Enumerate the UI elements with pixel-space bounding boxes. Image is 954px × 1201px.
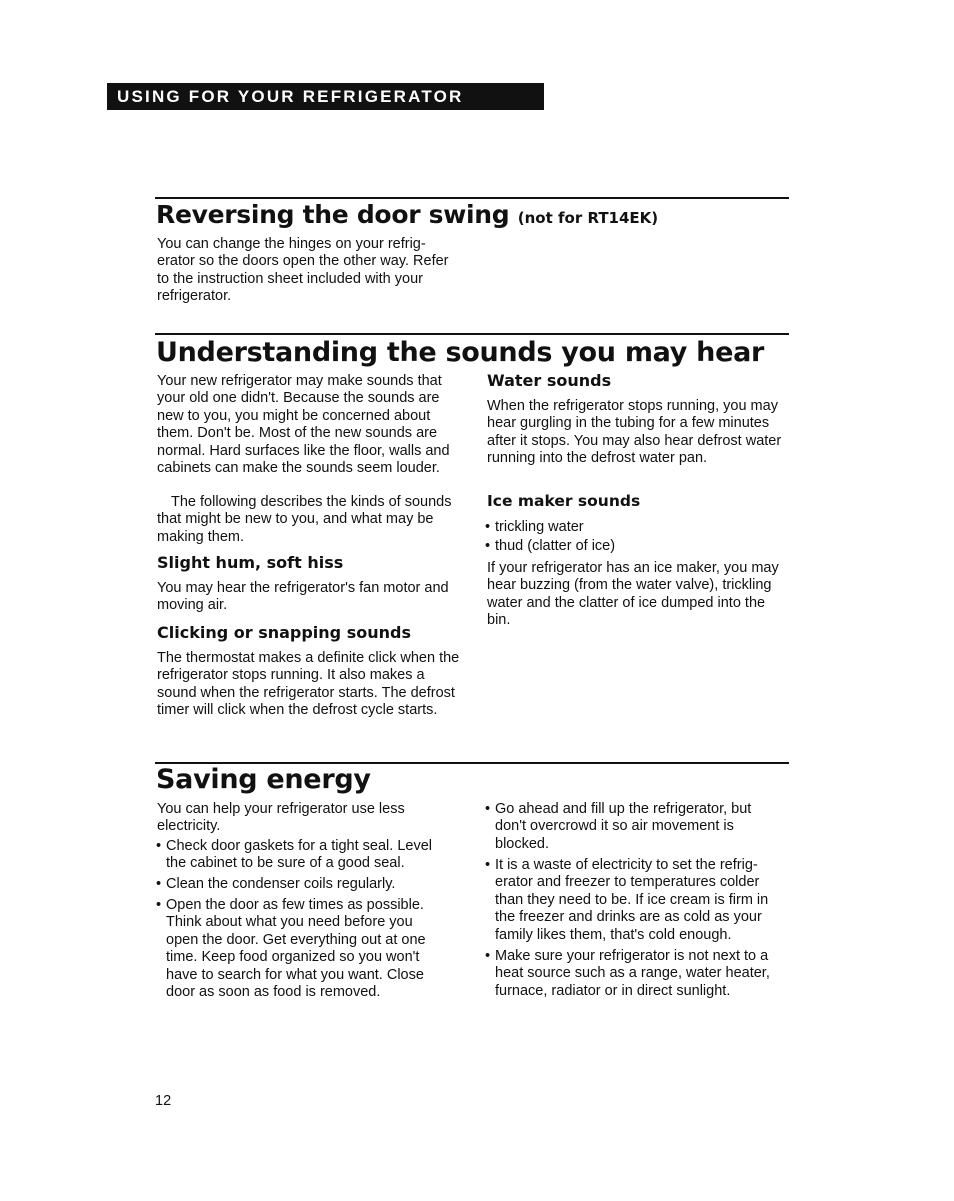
bullet-dot: • (156, 838, 162, 854)
bullet-dot: • (485, 519, 491, 535)
section-title-energy: Saving energy (156, 764, 371, 795)
reversing-body: You can change the hinges on your refrig- erator so the doors open the other way. Refer to the instruction sheet included with your refrigerator. (157, 236, 449, 305)
energy-bullet-text: Check door gaskets for a tight seal. Level the cabinet to be sure of a good seal. (166, 838, 432, 872)
energy-bullet-text: Open the door as few times as possible. Think about what you need before you open the door. Get everything out at one time. Keep food organized so you won't have to search for what you want. Close door as soon as food is removed. (166, 897, 426, 1001)
bullet-dot: • (485, 948, 491, 964)
sounds-intro: Your new refrigerator may make sounds that your old one didn't. Because the sounds are new to you, you might be concerned about them. Don't be. Most of the new sounds are normal. Hard surfaces like the floor, walls and cabinets can make the sounds seem louder. (157, 373, 450, 477)
energy-bullet (156, 876, 454, 893)
section-title-reversing (156, 200, 658, 229)
energy-bullet (485, 801, 785, 853)
section-header-title: USING FOR YOUR REFRIGERATOR (117, 87, 464, 106)
page-number: 12 (155, 1093, 172, 1109)
water-body: When the refrigerator stops running, you may hear gurgling in the tubing for a few minutes after it stops. You may also hear defrost water running into the defrost water pan. (487, 398, 782, 467)
bullet-dot: • (156, 897, 162, 913)
click-heading: Clicking or snapping sounds (157, 623, 411, 642)
ice-heading: Ice maker sounds (487, 492, 641, 510)
hum-heading: Slight hum, soft hiss (157, 553, 344, 572)
bullet-dot: • (485, 538, 491, 554)
energy-bullet (156, 897, 448, 1001)
energy-bullet-text: It is a waste of electricity to set the refrig- erator and freezer to temperatures colder than they need to be. If ice cream is firm in the freezer and drinks are as cold as your family likes them, that's cold enough. (495, 857, 769, 943)
section-divider (155, 333, 789, 335)
energy-bullet-text: Go ahead and fill up the refrigerator, but don't overcrowd it so air movement is blocked. (495, 801, 752, 852)
section-divider (155, 197, 789, 199)
hum-body: You may hear the refrigerator's fan motor and moving air. (157, 580, 449, 614)
ice-bullet (485, 538, 785, 555)
bullet-dot: • (485, 801, 491, 817)
sounds-intro-2: The following describes the kinds of sounds that might be new to you, and what may be making them. (157, 494, 452, 545)
section-title-note: (not for RT14EK) (517, 209, 659, 227)
section-title-text: Reversing the door swing (156, 200, 510, 229)
energy-bullet (485, 857, 787, 944)
section-header-bar (107, 83, 544, 110)
ice-body: If your refrigerator has an ice maker, you may hear buzzing (from the water valve), trickling water and the clatter of ice dumped into the bin. (487, 560, 779, 629)
ice-bullet (485, 519, 785, 536)
energy-bullet-text: Clean the condenser coils regularly. (166, 876, 396, 892)
energy-bullet-text: Make sure your refrigerator is not next to a heat source such as a range, water heater, furnace, radiator or in direct sunlight. (495, 948, 770, 999)
energy-intro: You can help your refrigerator use less electricity. (157, 801, 405, 835)
energy-bullet (156, 838, 454, 873)
section-title-sounds: Understanding the sounds you may hear (156, 337, 765, 368)
water-heading: Water sounds (487, 371, 612, 390)
bullet-dot: • (156, 876, 162, 892)
click-body: The thermostat makes a definite click when the refrigerator stops running. It also makes a sound when the refrigerator starts. The defrost timer will click when the defrost cycle starts. (157, 650, 460, 719)
ice-bullet-text: trickling water (495, 519, 584, 535)
ice-bullet-text: thud (clatter of ice) (495, 538, 616, 554)
bullet-dot: • (485, 857, 491, 873)
energy-bullet (485, 948, 787, 1000)
